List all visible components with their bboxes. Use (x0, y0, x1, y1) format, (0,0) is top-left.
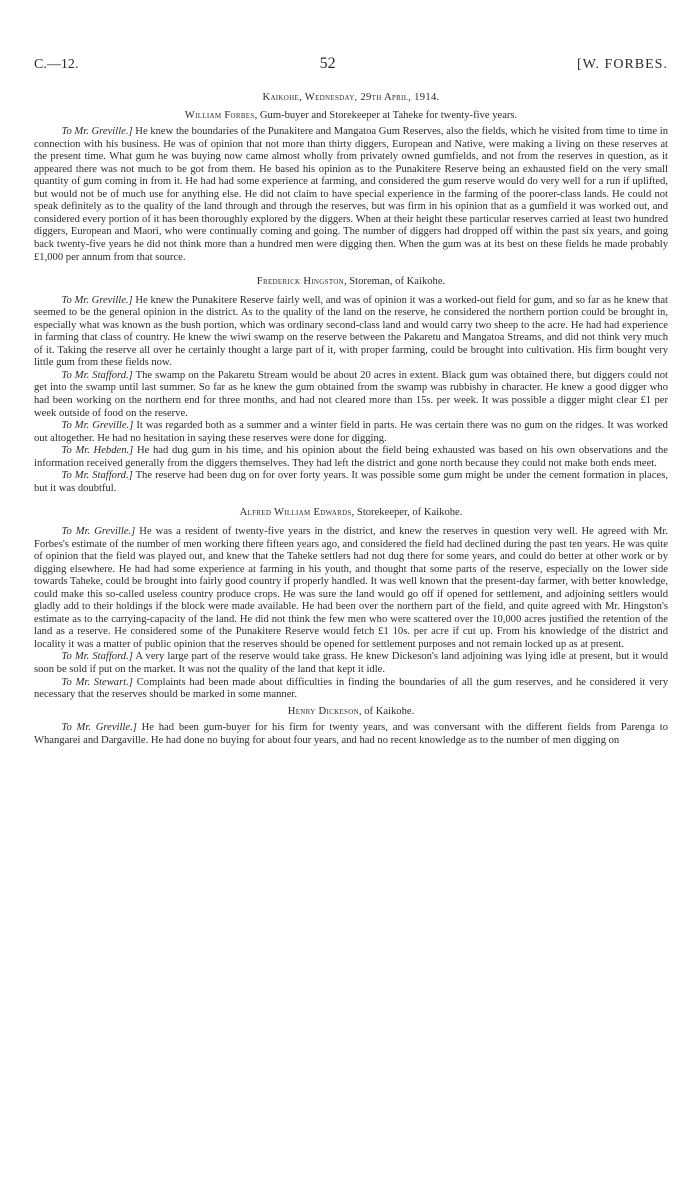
paragraph (34, 722, 668, 747)
examiner: To Mr. Greville.] (61, 722, 137, 734)
paragraph (34, 470, 668, 495)
date-line: Kaikohe, Wednesday, 29th April, 1914. (262, 92, 440, 103)
paragraph (34, 651, 668, 676)
paragraph (34, 126, 668, 264)
witness-heading (34, 110, 668, 123)
paragraph-text: He had been gum-buyer for his firm for twenty years, and was conversant with the different fields from Parenga to Whangarei and Dargaville. He had done no buying for about four years, and had no recent knowledge as to the number of men digging on (34, 722, 668, 746)
witness-heading (34, 507, 668, 520)
paragraph (34, 295, 668, 370)
examiner: To Mr. Hebden.] (61, 445, 134, 457)
witness-role: , Storekeeper, of Kaikohe. (351, 507, 463, 519)
paragraph-text: The reserve had been dug on for over forty years. It was possible some gum might be under the cement formation in places, but it was doubtful. (34, 470, 669, 494)
witness-role: , of Kaikohe. (358, 705, 415, 717)
witness-heading (34, 706, 668, 719)
witness-role: , Gum-buyer and Storekeeper at Taheke for twenty-five years. (254, 109, 518, 121)
paragraph (34, 445, 668, 470)
paragraph-text: He knew the Punakitere Reserve fairly well, and was of opinion it was a worked-out field for gum, and so far as he knew that seemed to be the general opinion in the district. As to the quality of the land on the reserve, he considered the northern portion could be brought in, especially what was known as the bush portion, which was ordinary second-class land and would carry two sheep to the acre. He had had experience in farming that class of country. He knew the wiwi swamp on the reserve between the Pakaretu and Mangatoa Streams, and did not think very much of it. Taking the reserve all over he certainly thought a large part of it, with proper farming, could be brought into cultivation. His firm bought very little gum from these fields now. (34, 294, 668, 369)
witness-name: William Forbes (184, 109, 255, 121)
paragraph (34, 526, 668, 651)
witness-name: Alfred William Edwards (239, 507, 352, 519)
paragraph-text: The swamp on the Pakaretu Stream would be about 20 acres in extent. Black gum was obtained there, but diggers could not get into the swamp until last summer. So far as he knew the gum obtained from the swamp was rubbishy in character. He knew a good digger who had been working on the northern end for three months, and had not cleared more than 15s. per week. It was possible a digger might clear £1 per week outside of food on the reserve. (34, 369, 668, 419)
paragraph-text: A very large part of the reserve would take grass. He knew Dickeson's land adjoining was lying idle at present, but it would soon be sold if put on the market. It was not the quality of the land that kept it idle. (34, 651, 669, 675)
report-code: C.—12. (34, 57, 79, 72)
witness-name: Frederick Hingston (256, 276, 344, 288)
paragraph-text: It was regarded both as a summer and a winter field in parts. He was certain there was no gum on the ridges. It was worked out altogether. He had no hesitation in saying these reserves were done for digging. (34, 420, 668, 444)
examiner: To Mr. Greville.] (61, 420, 134, 432)
examiner: To Mr. Greville.] (61, 126, 133, 138)
witness-heading (34, 276, 668, 289)
paragraph-text: He was a resident of twenty-five years in the district, and knew the reserves in question very well. He agreed with Mr. Forbes's estimate of the number of men working there fifteen years ago, and considered the field had declined during the past ten years. He was quite of opinion that the field was played out, and knew that the Taheke settlers had not dug there for some years, and could do better at other work or by digging elsewhere. He had had some experience at farming in his youth, and thought that some parts of the reserve, especially on the lower side towards Taheke, could be brought into fairly good country if properly handled. It was well known that the present-day farmer, with better knowledge, could make this so-called useless country produce crops. He was sure the land would go off if opened for settlement, and adjoining settlers would gladly add to their holdings if the block were made available. He had been over the northern part of the field, and quite agreed with Mr. Hingston's estimate as to the carrying-capacity of the land. He did not think the few men who were scattered over the 10,000 acres justified the retention of the land as a reserve. He considered some of the Punakitere Reserve would fetch £1 10s. per acre if cut up. From his knowledge of the district and locality it was a matter of public opinion that the reserves should be opened for settlement purposes and not remain locked up as at present. (34, 525, 668, 650)
paragraph-text: Complaints had been made about difficulties in finding the boundaries of all the gum reserves, and he considered it very necessary that the reserves should be marked in some manner. (34, 676, 668, 701)
paragraph-text: He had dug gum in his time, and his opinion about the field being exhausted was based on his own observations and the information received generally from the diggers themselves. They had left the district and gone north because they could not make both ends meet. (34, 445, 668, 469)
running-head: [W. FORBES. (576, 57, 668, 72)
page-number: 52 (319, 55, 336, 72)
examiner: To Mr. Stafford.] (61, 470, 133, 482)
witness-name: Henry Dickeson (287, 705, 359, 717)
examiner: To Mr. Stewart.] (61, 676, 133, 688)
paragraph-text: He knew the boundaries of the Punakitere and Mangatoa Gum Reserves, also the fields, which he visited from time to time in connection with his business. He was of opinion that not more than thirty diggers, European and Native, were making a living on these reserves at the present time. What gum he was buying now came almost wholly from privately owned gumfields, and not from the reserves in question, as it appeared there was not much to be got from them. He based his opinion as to the Punakitere Reserve being an exhausted field on the very small quantity of gum coming in from it. He had had some experience at farming, and considered the gum reserve would do very well for a run if uplifted, but would not be of much use for anything else. He did not claim to have special experience in the farming of the poorer-class lands. He could not speak definitely as to the quality of the land through and through the reserves, but was firm in his opinion that as a gumfield it was worked out, and considered every portion of it has been thoroughly explored by the diggers. When at their height these particular reserves carried at least two hundred diggers, European and Maori, who were continually coming and going. The number of diggers had dropped off within the past six years, and going back twenty-five years he did not think more than a hundred men were digging then. When the gum was at its best on these fields he made probably £1,000 per annum from that source. (34, 126, 668, 263)
examiner: To Mr. Greville.] (61, 294, 133, 306)
page-header (34, 56, 668, 73)
witness-role: , Storeman, of Kaikohe. (343, 276, 446, 288)
paragraph (34, 677, 668, 702)
paragraph (34, 420, 668, 445)
examiner: To Mr. Greville.] (61, 525, 136, 537)
examiner: To Mr. Stafford.] (61, 369, 133, 381)
examiner: To Mr. Stafford.] (61, 651, 133, 663)
paragraph (34, 370, 668, 420)
